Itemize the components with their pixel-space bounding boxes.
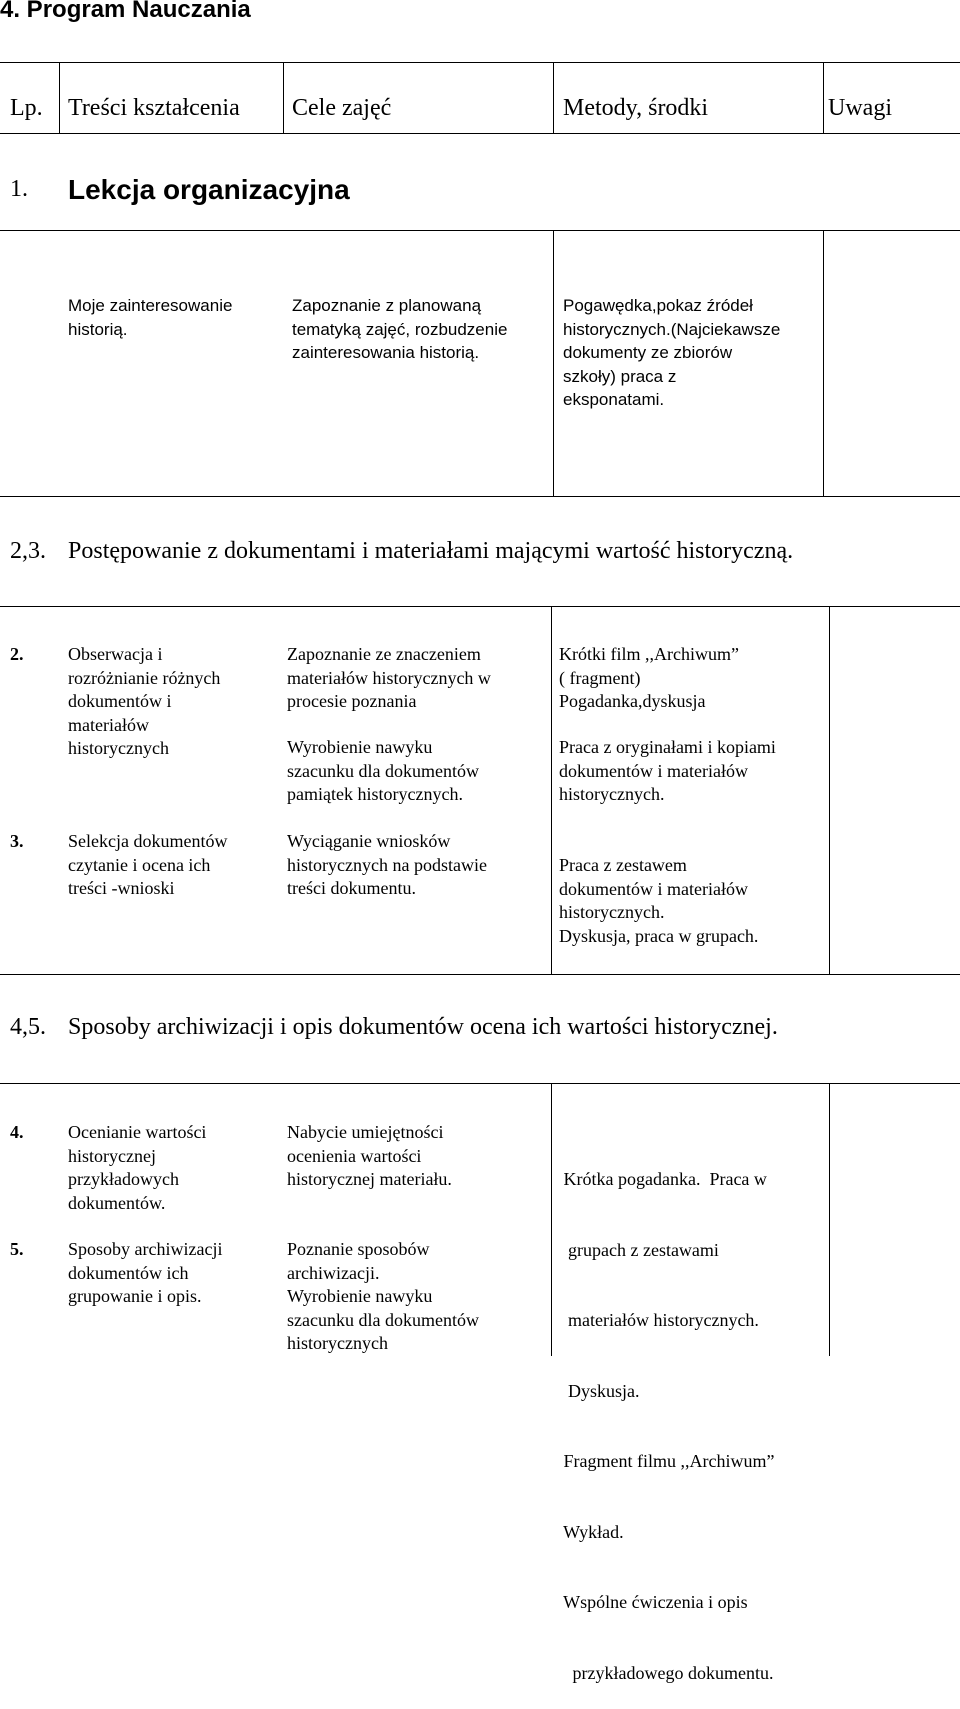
text-line: dokumentów. <box>68 1192 166 1213</box>
section1-number: 1. <box>10 176 28 202</box>
text-line: Praca z zestawem <box>559 855 687 875</box>
page-title: 4. Program Nauczania <box>0 0 251 23</box>
text-line: materiałów <box>68 714 149 735</box>
text-line: historycznych. <box>559 784 665 804</box>
text-line: dokumentów i <box>68 691 172 711</box>
row3-tresci <box>68 830 227 901</box>
text-line: Krótka pogadanka. Praca w <box>559 1169 767 1189</box>
section23-title: Postępowanie z dokumentami i materiałami mającymi wartość historyczną. <box>68 538 794 564</box>
text-line: materiałów historycznych w <box>287 667 491 688</box>
section45-title-border <box>0 1083 960 1084</box>
text-line: Krótki film ,,Archiwum” <box>559 644 739 664</box>
text-line: szacunku dla dokumentów <box>287 1309 479 1330</box>
row3-number: 3. <box>10 831 24 851</box>
text-line: szacunku dla dokumentów <box>287 760 479 781</box>
text-line: tematyką zajęć, rozbudzenie <box>292 319 508 339</box>
text-line: historycznej <box>68 1145 156 1166</box>
col-divider <box>829 606 830 975</box>
text-line: archiwizacji. <box>287 1262 380 1283</box>
section23-bottom-border <box>0 974 960 975</box>
text-line: procesie poznania <box>287 691 417 711</box>
col-divider <box>551 606 552 975</box>
row5-cele <box>287 1238 479 1356</box>
row4-tresci <box>68 1121 206 1215</box>
text-line: Wyrobienie nawyku <box>287 1286 433 1306</box>
text-line: Poznanie sposobów <box>287 1239 430 1259</box>
header-bottom-border <box>0 133 960 134</box>
text-line: zainteresowania historią. <box>292 343 480 362</box>
text-line: Zapoznanie z planowaną <box>292 296 482 315</box>
section23-title-border <box>0 606 960 607</box>
text-line: Pogawędka,pokaz źródeł <box>563 296 753 315</box>
text-line: Wyrobienie nawyku <box>287 737 433 757</box>
text-line: Dyskusja. <box>559 1380 640 1401</box>
section45-title: Sposoby archiwizacji i opis dokumentów ocena ich wartości historycznej. <box>68 1014 778 1040</box>
text-line: szkoły) praca z <box>563 366 677 386</box>
text-line: grupach z zestawami <box>559 1239 719 1260</box>
header-tresci: Treści kształcenia <box>68 95 240 121</box>
text-line: pamiątek historycznych. <box>287 784 463 804</box>
row5-number: 5. <box>10 1239 24 1259</box>
row3-cele <box>287 830 487 901</box>
text-line: eksponatami. <box>563 390 665 409</box>
row4-cele <box>287 1121 452 1192</box>
section45-metody <box>559 1121 774 1709</box>
col-divider <box>553 230 554 497</box>
text-line: dokumentów i materiałów <box>559 878 748 899</box>
section45-number: 4,5. <box>10 1014 46 1040</box>
text-line: treści dokumentu. <box>287 878 416 898</box>
text-line: ( fragment) <box>559 667 641 688</box>
text-line: grupowanie i opis. <box>68 1286 202 1306</box>
section1-bottom-border <box>0 496 960 497</box>
text-line: dokumentów ich <box>68 1262 189 1283</box>
section1-title-border <box>0 230 960 231</box>
text-line: przykładowych <box>68 1169 179 1189</box>
text-line: rozróżnianie różnych <box>68 667 221 688</box>
text-line: Zapoznanie ze znaczeniem <box>287 644 481 664</box>
text-line: historią. <box>68 319 128 339</box>
text-line: Sposoby archiwizacji <box>68 1239 223 1259</box>
header-metody: Metody, środki <box>563 95 709 121</box>
text-line: Nabycie umiejętności <box>287 1122 444 1142</box>
section1-title: Lekcja organizacyjna <box>68 174 350 205</box>
text-line: materiałów historycznych. <box>559 1310 759 1330</box>
row5-tresci <box>68 1238 222 1309</box>
text-line: Fragment filmu ,,Archiwum” <box>559 1451 775 1471</box>
row2-cele-a <box>287 643 491 714</box>
text-line: historycznych na podstawie <box>287 854 487 875</box>
header-uwagi: Uwagi <box>828 95 892 121</box>
col-divider <box>551 1083 552 1356</box>
section1-tresci <box>68 294 232 341</box>
text-line: historycznej materiału. <box>287 1169 452 1189</box>
text-line: historycznych. <box>559 902 665 922</box>
row4-number: 4. <box>10 1122 24 1142</box>
header-cele: Cele zajęć <box>292 95 392 121</box>
text-line: Praca z oryginałami i kopiami <box>559 737 776 757</box>
text-line: historycznych.(Najciekawsze <box>563 319 781 339</box>
table-top-border <box>0 62 960 63</box>
col-divider <box>829 1083 830 1356</box>
col-divider <box>283 62 284 134</box>
text-line: ocenienia wartości <box>287 1145 422 1166</box>
text-line: Ocenianie wartości <box>68 1122 207 1142</box>
text-line: Selekcja dokumentów <box>68 831 228 851</box>
text-line: Wspólne ćwiczenia i opis <box>559 1592 748 1612</box>
row2-metody-a <box>559 643 739 714</box>
text-line: Moje zainteresowanie <box>68 296 233 315</box>
text-line: Pogadanka,dyskusja <box>559 691 706 711</box>
text-line: Wyciąganie wniosków <box>287 831 451 851</box>
header-lp: Lp. <box>10 95 43 121</box>
row2-metody-b <box>559 736 776 807</box>
text-line: Wykład. <box>559 1521 624 1542</box>
section1-metody <box>563 294 780 412</box>
text-line: Dyskusja, praca w grupach. <box>559 925 759 946</box>
row2-cele-b <box>287 736 479 807</box>
col-divider <box>553 62 554 134</box>
section1-cele <box>292 294 507 365</box>
text-line: Obserwacja i <box>68 644 163 664</box>
col-divider <box>823 62 824 134</box>
section23-number: 2,3. <box>10 538 46 564</box>
text-line: dokumenty ze zbiorów <box>563 343 733 362</box>
text-line: historycznych <box>287 1333 388 1353</box>
col-divider <box>59 62 60 134</box>
text-line: dokumentów i materiałów <box>559 760 748 781</box>
text-line: czytanie i ocena ich <box>68 854 211 875</box>
text-line: treści -wnioski <box>68 878 175 898</box>
col-divider <box>823 230 824 497</box>
row2-number: 2. <box>10 644 24 664</box>
text-line: przykładowego dokumentu. <box>559 1662 774 1683</box>
row2-tresci <box>68 643 220 761</box>
row3-metody <box>559 854 758 948</box>
text-line: historycznych <box>68 738 169 758</box>
